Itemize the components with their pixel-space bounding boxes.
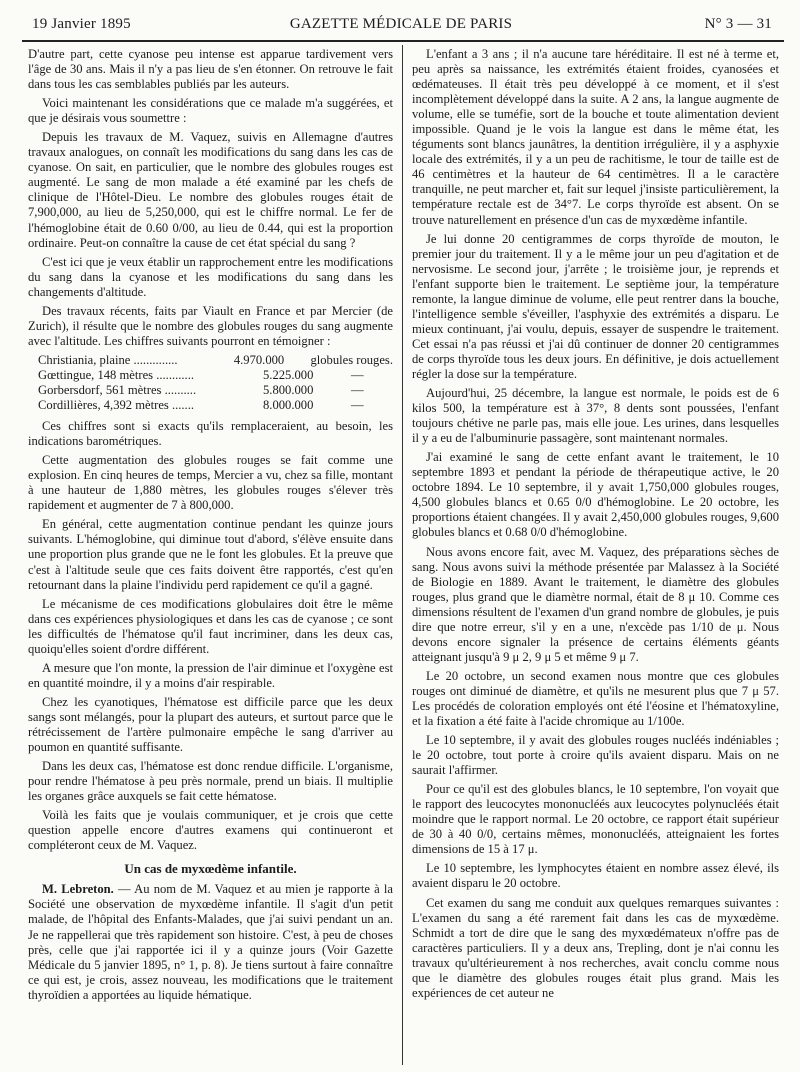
paragraph: Ces chiffres sont si exacts qu'ils remplaceraient, au besoin, les indications barométriques. <box>28 419 393 449</box>
location: Gorbersdorf, 561 mètres .......... <box>38 382 197 397</box>
table-row <box>38 368 393 383</box>
count: 8.000.000 <box>263 398 314 413</box>
paragraph: Le 20 octobre, un second examen nous montre que ces globules rouges ont diminué de diamètre, et qu'ils ne mesurent plus que 7 μ 57. Les procédés de coloration employés ont été l'éosine et l'hématoxyline, et la fixation a été faite à l'acide chromique au 1/100e. <box>412 668 779 729</box>
paragraph: Dans les deux cas, l'hématose est donc rendue difficile. L'organisme, pour rendre l'hématose à peu près normale, prend un biais. Il multiplie les organes grâce auxquels se fait cette hématose. <box>28 759 393 804</box>
left-column <box>28 47 393 1062</box>
location: Christiania, plaine .............. <box>38 352 178 367</box>
column-divider <box>402 45 403 1065</box>
count: 5.225.000 <box>263 367 314 382</box>
paragraph: Nous avons encore fait, avec M. Vaquez, des préparations sèches de sang. Nous avons suivi la méthode présentée par Malassez à la Société de Biologie en 1889. Avant le traitement, le diamètre des globules rouges, plus grand que le diamètre normal, était de 8 μ 10. Comme ces dimensions résultent de l'examen d'un grand nombre de globules, je puis dire que notre erreur, s'il y en a une, n'excède pas 1/10 de μ. Nous devons encore signaler la présence de certains éléments géants atteignant jusqu'à 9 μ 2, 9 μ 5 et même 9 μ 7. <box>412 544 779 664</box>
speaker-name: M. Lebreton. <box>42 882 114 897</box>
paragraph-text: — Au nom de M. Vaquez et au mien je rapporte à la Société une observation de myxœdème infantile. Il s'agit d'un petit malade, de l'hôpital des Enfants-Malades, que j'ai suivi pendant un an. Je ne rappellerai que très rapidement son histoire. C'est, à peu de choses près, celle que j'ai rapportée ici il y a quinze jours (Voir Gazette Médicale du 5 janvier 1895, n° 1, p. 8). Je tiens surtout à faire connaître ce qui est, je crois, assez nouveau, les modifications que le traitement thyroïdien a apportées au liquide hématique. <box>28 882 393 1002</box>
right-column <box>412 47 779 1062</box>
paragraph: Chez les cyanotiques, l'hématose est difficile parce que les deux sangs sont mélangés, pour la plupart des auteurs, et surtout parce que le rétrécissement de l'artère pulmonaire empêche le sang d'arriver au poumon en quantité suffisante. <box>28 694 393 755</box>
paragraph: Pour ce qu'il est des globules blancs, le 10 septembre, l'on voyait que le rapport des leucocytes mononucléés aux leucocytes polynucléés était moindre que le rapport normal. Le 20 octobre, ce rapport était supérieur de 30 à 40 0/0, certains mêmes, mononucléés, atteignaient les fortes dimensions de 15 à 17 μ. <box>412 782 779 857</box>
paragraph: Voici maintenant les considérations que ce malade m'a suggérées, et que je désirais vous soumettre : <box>28 96 393 126</box>
page-number: N° 3 — 31 <box>704 16 772 32</box>
page-header <box>22 14 780 36</box>
paragraph: Aujourd'hui, 25 décembre, la langue est normale, le poids est de 6 kilos 500, la température est à 37°, 8 dents sont poussées, l'enfant toujours chétive ne parle pas, mais elle joue. Les urines, dans lesquelles il y a eu de l'albuminurie passagère, sont maintenant normales. <box>412 386 779 446</box>
paragraph: Le mécanisme de ces modifications globulaires doit être le même dans ces expériences physiologiques et dans les cas de cyanose ; ce sont les difficultés de l'hématose qu'il faut incriminer, dans les deux cas, quoiqu'elles soient d'ordre différent. <box>28 596 393 656</box>
count: 5.800.000 <box>263 382 314 397</box>
paragraph: Depuis les travaux de M. Vaquez, suivis en Allemagne d'autres travaux analogues, on connaît les modifications du sang dans les cas de cyanose. On sait, en particulier, que le nombre des globules rouges est augmenté. Le sang de mon malade a été examiné par les chefs de clinique de l'Hôtel-Dieu. Le nombre des globules rouges était de 7,900,000, au lieu de 5,250,000, qui est le chiffre normal. Le fer de l'hémoglobine était de 0.60 0/00, au lieu de 0.44, qui est la proportion ordinaire. Peut-on connaître la cause de cet état spécial du sang ? <box>28 130 393 250</box>
paragraph: D'autre part, cette cyanose peu intense est apparue tardivement vers l'âge de 30 ans. Mais il n'y a pas lieu de s'en étonner. On retrouve le fait dans tous les cas semblables publiés par les auteurs. <box>28 47 393 92</box>
paragraph: Le 10 septembre, il y avait des globules rouges nucléés indéniables ; le 20 octobre, tout porte à croire qu'ils avaient disparu. Mais on ne saurait l'affirmer. <box>412 733 779 778</box>
table-row <box>38 398 393 413</box>
altitude-table <box>38 353 393 413</box>
table-row <box>38 383 393 398</box>
paragraph: Cette augmentation des globules rouges se fait comme une explosion. En cinq heures de temps, Mercier a vu, chez sa fille, montant à une hauteur de 1,880 mètres, les globules rouges s'élever très rapidement et augmenter de 7 à 800,000. <box>28 453 393 513</box>
paragraph: J'ai examiné le sang de cette enfant avant le traitement, le 10 septembre 1893 et pendant la période de thérapeutique active, le 20 octobre 1894. Le 10 septembre, il y avait 1,750,000 globules rouges, 4,500 globules blancs et 0.65 0/0 d'hémoglobine. Le 20 octobre, les proportions étaient changées. Il y avait 2,450,000 globules rouges, 9,600 globules blancs et 0.68 0/0 d'hémoglobine. <box>412 450 779 540</box>
unit: — <box>351 382 364 397</box>
paragraph: A mesure que l'on monte, la pression de l'air diminue et l'oxygène est en quantité moindre, il y a moins d'air respirable. <box>28 660 393 690</box>
paragraph <box>28 882 393 1002</box>
paragraph: Le 10 septembre, les lymphocytes étaient en nombre assez élevé, ils avaient disparu le 20 octobre. <box>412 861 779 891</box>
header-rule <box>22 40 784 42</box>
paragraph: Voilà les faits que je voulais communiquer, et je crois que cette question appelle encore d'autres examens qui continueront et compléteront ceux de M. Vaquez. <box>28 808 393 853</box>
unit: — <box>351 367 364 382</box>
unit: globules rouges. <box>310 352 393 367</box>
paragraph: L'enfant a 3 ans ; il n'a aucune tare héréditaire. Il est né à terme et, peu après sa naissance, les extrémités étaient froides, cyanosées et œdémateuses. Il était très peu développé à ce moment, et il s'est incomplètement développé dans la suite. A 2 ans, la langue augmente de volume, elle se tuméfie, sort de la bouche et toute alimentation devient impossible. Quand je le vois la langue est dans le même état, les téguments sont blancs jaunâtres, la dentition irrégulière, il y a asphyxie locale des extrémités, il y a un peu de rachitisme, le tour de taille est de 46 centimètres et la hauteur de 64 centimètres. Il a le caractère tranquille, ne peut marcher et, fait sur lequel j'insiste particulièrement, la température rectale est de 34°7. Le corps thyroïde est absent. On se trouve naturellement en présence d'un cas de myxœdème infantile. <box>412 47 779 227</box>
paragraph: Des travaux récents, faits par Viault en France et par Mercier (de Zurich), il résulte que le nombre des globules rouges du sang augmente avec l'altitude. Les chiffres suivants pourront en témoigner : <box>28 303 393 348</box>
paragraph: C'est ici que je veux établir un rapprochement entre les modifications du sang dans la cyanose et les modifications du sang dans les changements d'altitude. <box>28 254 393 299</box>
count: 4.970.000 <box>233 352 285 367</box>
location: Cordillières, 4,392 mètres ....... <box>38 398 194 413</box>
location: Gœttingue, 148 mètres ............ <box>38 367 195 382</box>
paragraph: En général, cette augmentation continue pendant les quinze jours suivants. L'hémoglobine, qui diminue tout d'abord, s'élève ensuite dans une proportion plus grande que ne le font les globules. Et la preuve que c'est à l'altitude seule que ces faits doivent être rapportés, c'est qu'en retournant dans la plaine l'individu perd rapidement ce qu'il a gagné. <box>28 517 393 592</box>
section-title: Un cas de myxœdème infantile. <box>124 861 297 877</box>
table-row <box>38 353 393 368</box>
unit: — <box>351 398 364 413</box>
paragraph: Je lui donne 20 centigrammes de corps thyroïde de mouton, le premier jour du traitement. Il y a le même jour un peu d'agitation et de nervosisme. Le second jour, j'arrête ; le troisième jour, je reprends et l'enfant supporte bien le traitement. Le septième jour, la température remonte, la langue diminue de volume, elle peut rentrer dans la bouche, l'intelligence semble s'éveiller, l'asphyxie des extrémités a disparu. Le mieux continuant, j'ai voulu, depuis, essayer de suspendre le traitement. Cet essai n'a pas réussi et j'ai dû continuer de donner 20 centigrammes de corps thyroïde tous les deux jours. En définitive, je dois actuellement régler la dose sur la température. <box>412 231 779 381</box>
paragraph: Cet examen du sang me conduit aux quelques remarques suivantes : L'examen du sang a été rarement fait dans les cas de myxœdème. Schmidt a tort de dire que le sang des myxœdémateux n'offre pas de caractères particuliers. Il y a deux ans, Trepling, dont je n'ai connu les travaux qu'ultérieurement à nos recherches, avait conclu comme nous que le diamètre des globules rouges était plus grand. Mais les expériences de cet auteur ne <box>412 895 779 1000</box>
journal-title: GAZETTE MÉDICALE DE PARIS <box>289 16 513 32</box>
issue-date: 19 Janvier 1895 <box>32 16 131 32</box>
